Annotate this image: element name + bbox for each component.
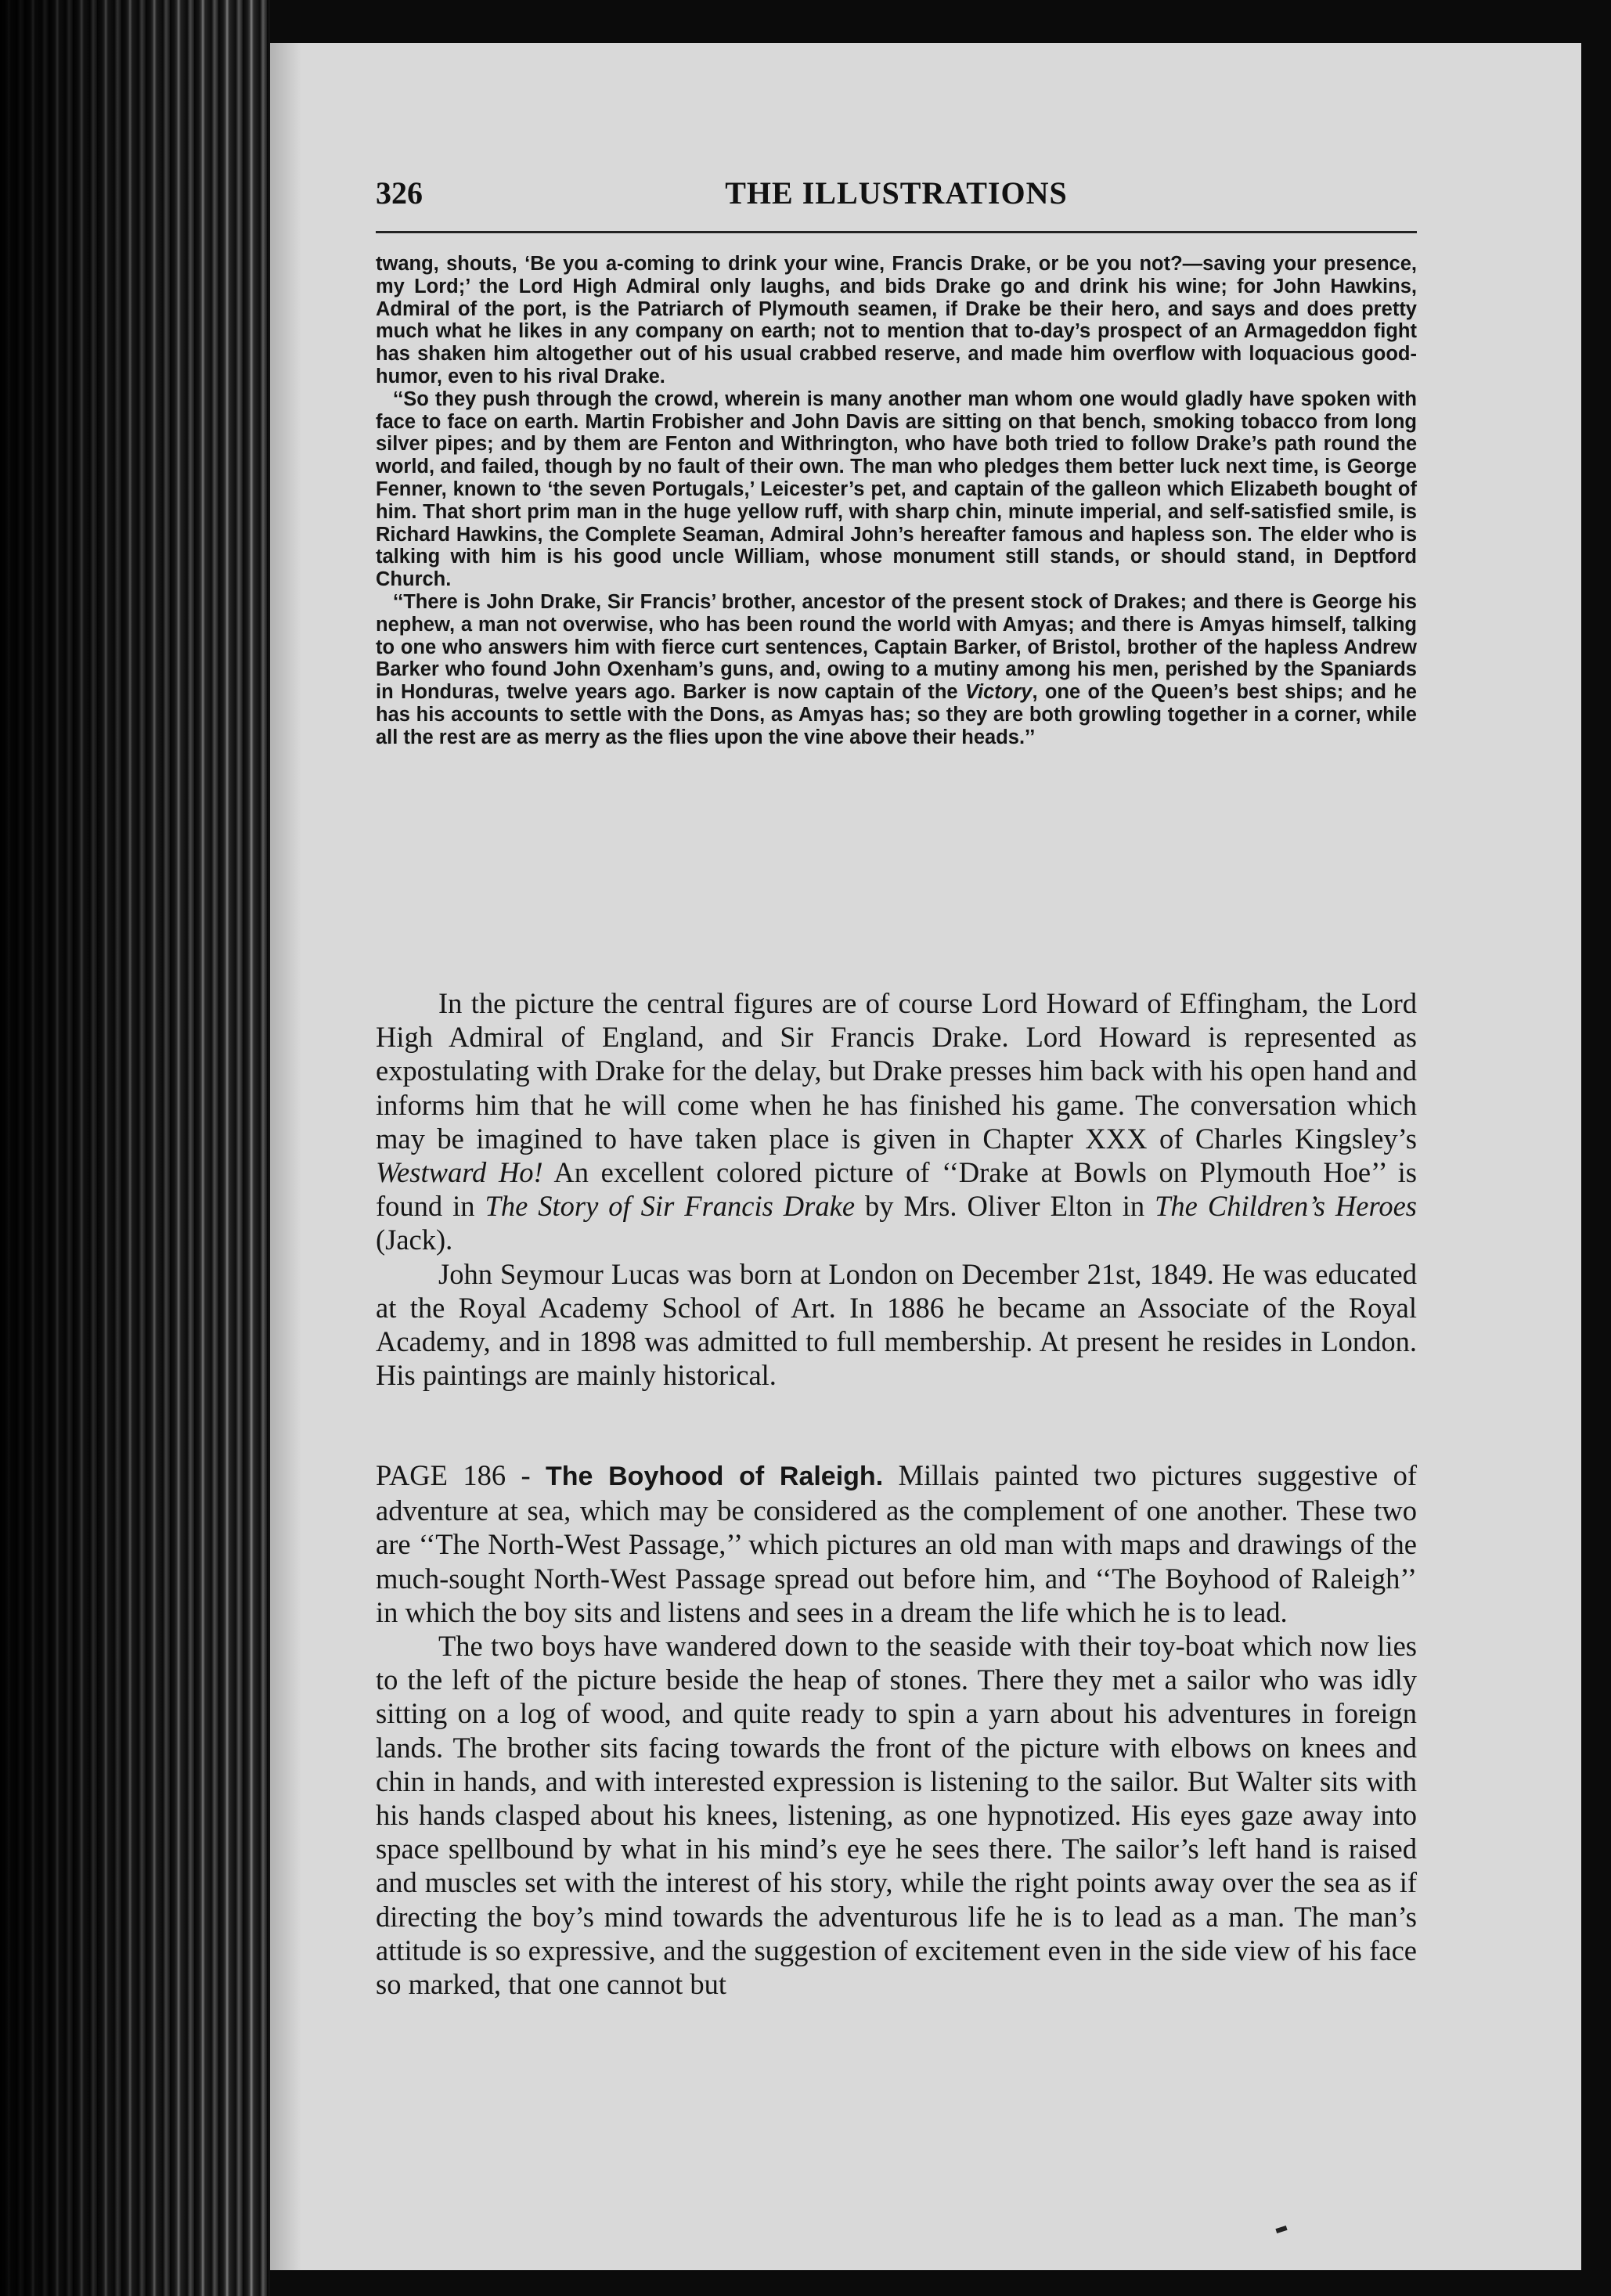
- header-rule: [376, 231, 1417, 233]
- ink-mark: [1275, 2226, 1287, 2233]
- body-text: Millais painted two pictures suggestive of adventure at sea, which may be considered as the complement of one another. These two are ‘‘The North-West Passage,’’ which pictures an old man with maps and drawings of the much-sought North-West Passage spread out before him, and ‘‘The Boyhood of Raleigh’’ in which the boy sits and listens and sees in a dream the life which he is to lead.: [376, 1459, 1417, 1628]
- page-header: [376, 175, 1417, 222]
- body-text: (Jack).: [376, 1224, 453, 1256]
- section-title: The Boyhood of Raleigh.: [545, 1462, 884, 1491]
- section-paragraph: [376, 1458, 1417, 1629]
- quote-text: ‘‘There is John Drake, Sir Francis’ brother, ancestor of the present stock of Drakes; and there is George his nephew, a man not overwise, who has been round the world with Amyas; and there is Amyas himself, talking to one who answers him with fierce curt sentences, Captain Barker, of Bristol, brother of the hapless Andrew Barker who found John Oxenham’s guns, and, owing to a mutiny among his men, perished by the Spaniards in Honduras, twelve years ago. Barker is now captain of the: [376, 590, 1417, 704]
- artist-biography: John Seymour Lucas was born at London on December 21st, 1849. He was educated at the Royal Academy School of Art. In 1886 he became an Associate of the Royal Academy, and in 1898 was admitted to full membership. At present he resides in London. His paintings are mainly historical.: [376, 1257, 1417, 1392]
- raleigh-section: [376, 1458, 1417, 2001]
- body-text: by Mrs. Oliver Elton in: [855, 1190, 1155, 1223]
- ship-name: Victory: [964, 681, 1033, 704]
- body-paragraph: The two boys have wandered down to the seaside with their toy-boat which now lies to the left of the picture beside the heap of stones. There they met a sailor who was idly sitting on a log of wood, and quite ready to spin a yarn about his adventures in foreign lands. The brother sits facing towards the front of the picture with elbows on knees and chin in hands, and with interested expression is listening to the sailor. But Walter sits with his hands clasped about his knees, listening, as one hypnotized. His eyes gaze away into space spellbound by what in his mind’s eye he sees there. The sailor’s left hand is raised and muscles set with the interest of his story, while the right points away over the sea as if directing the boy’s mind towards the adventurous life he is to lead as a man. The man’s attitude is so expressive, and the suggestion of excitement even in the side view of his face so marked, that one cannot but: [376, 1630, 1417, 2001]
- body-text: An excellent colored picture of ‘‘Drake at Bowls on Plymouth Hoe’’ is found in: [376, 1156, 1417, 1223]
- quote-paragraph-1: twang, shouts, ‘Be you a-coming to drink your wine, Francis Drake, or be you not?—saving your presence, my Lord;’ the Lord High Admiral only laughs, and bids Drake go and drink his wine; for John Hawkins, Admiral of the port, is the Patriarch of Plymouth seamen, if Drake be their hero, and says and does pretty much what he likes in any company on earth; not to mention that to-day’s prospect of an Armageddon fight has shaken him altogether out of his usual crabbed reserve, and made him overflow with loquacious good-humor, even to his rival Drake.: [376, 253, 1417, 387]
- body-text: In the picture the central figures are of course Lord Howard of Effingham, the Lord High Admiral of England, and Sir Francis Drake. Lord Howard is represented as expostulating with Drake for the delay, but Drake presses him back with his open hand and informs him that he will come when he has finished his game. The conversation which may be imagined to have taken place is given in Chapter XXX of Charles Kingsley’s: [376, 987, 1417, 1155]
- book-title: The Children’s Heroes: [1155, 1190, 1417, 1223]
- drake-commentary: [376, 986, 1417, 1392]
- quote-text: , one of the Queen’s best ships; and he has his accounts to settle with the Dons, as Amyas has; so they are both growling together in a corner, while all the rest are as merry as the flies upon the vine above their heads.’’: [376, 681, 1417, 748]
- book-title: The Story of Sir Francis Drake: [485, 1190, 856, 1223]
- book-page: [270, 43, 1581, 2270]
- section-label: PAGE 186 -: [376, 1459, 546, 1491]
- body-paragraph: [376, 986, 1417, 1257]
- spine-shadow: [0, 0, 270, 2296]
- quoted-passage: [376, 253, 1417, 749]
- page-number: 326: [376, 175, 423, 211]
- quote-paragraph-2: ‘‘So they push through the crowd, wherein is many another man whom one would gladly have spoken with face to face on earth. Martin Frobisher and John Davis are sitting on that bench, smoking tobacco from long silver pipes; and by them are Fenton and Withrington, who have both tried to follow Drake’s path round the world, and failed, though by no fault of their own. The man who pledges them better luck next time, is George Fenner, known to ‘the seven Portugals,’ Leicester’s pet, and captain of the galleon which Elizabeth bought of him. That short prim man in the huge yellow ruff, with sharp chin, minute imperial, and self-satisfied smile, is Richard Hawkins, the Complete Seaman, Admiral John’s hereafter famous and hapless son. The elder who is talking with him is his good uncle William, whose monument still stands, or should stand, in Deptford Church.: [376, 387, 1417, 591]
- running-head: THE ILLUSTRATIONS: [725, 175, 1068, 211]
- quote-paragraph-3: [376, 591, 1417, 749]
- book-title: Westward Ho!: [376, 1156, 543, 1189]
